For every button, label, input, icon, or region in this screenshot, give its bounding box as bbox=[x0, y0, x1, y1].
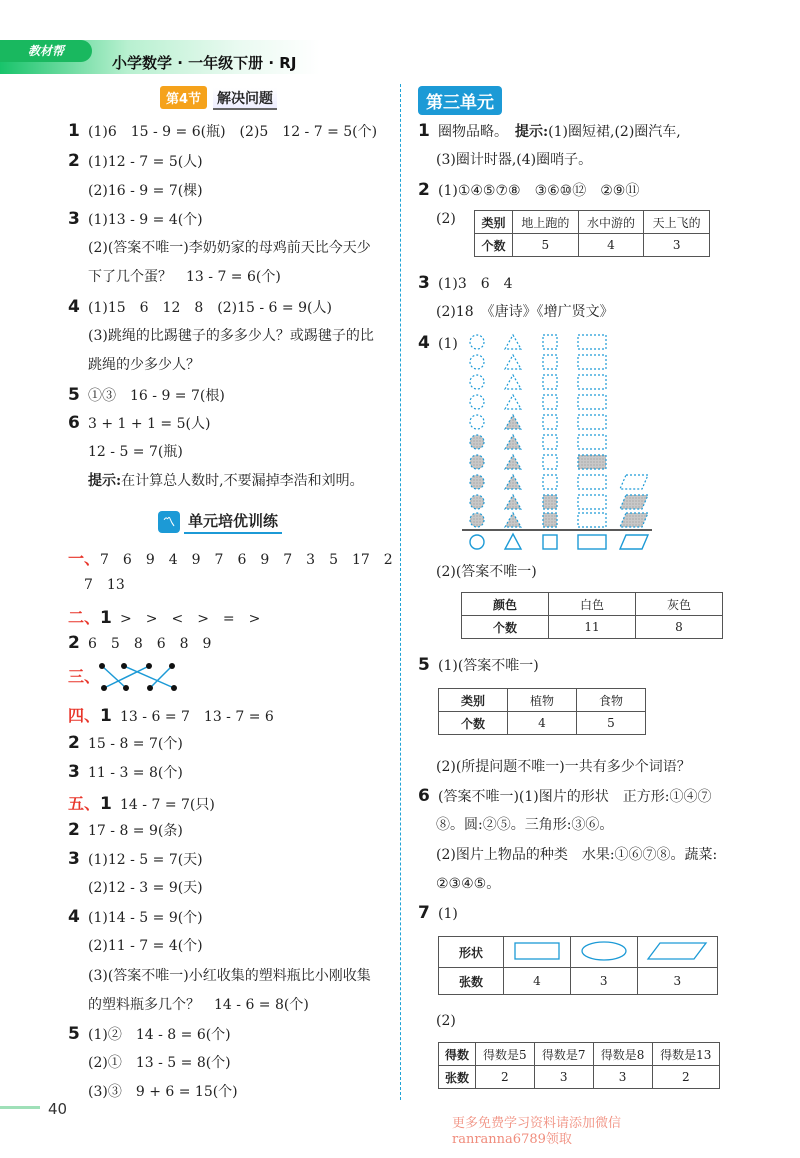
table-q5: 类别 植物 食物 个数 4 5 bbox=[438, 688, 646, 735]
pictograph bbox=[458, 332, 658, 554]
s4-2: 2 15 - 8 = 7(个) bbox=[68, 733, 183, 753]
s2-1: 二、1 > > < > = > bbox=[68, 608, 261, 628]
s1-line-a: 一、7 6 9 4 9 7 6 9 7 3 5 17 2 bbox=[68, 549, 393, 568]
r-q1a: 1 圈物品略。 提示:(1)圈短裙,(2)圈汽车, bbox=[418, 121, 681, 141]
s4-1: 四、1 13 - 6 = 7 13 - 7 = 6 bbox=[68, 706, 274, 726]
r-q5a: 5 (1)(答案不唯一) bbox=[418, 655, 539, 675]
tip: 提示:在计算总人数时,不要漏掉李浩和刘明。 bbox=[88, 473, 364, 489]
answer-2b: (2)16 - 9 = 7(棵) bbox=[88, 183, 203, 199]
r-q6b: ⑧。圆:②⑤。三角形:③⑥。 bbox=[436, 817, 614, 833]
table-q4: 颜色 白色 灰色 个数 11 8 bbox=[461, 592, 723, 639]
s2-2: 2 6 5 8 6 8 9 bbox=[68, 633, 212, 653]
s5-5c: (3)③ 9 + 6 = 15(个) bbox=[88, 1084, 238, 1100]
s5-3b: (2)12 - 3 = 9(天) bbox=[88, 880, 203, 896]
s3-label: 三、 bbox=[68, 667, 101, 686]
footer-bar bbox=[0, 1106, 40, 1109]
column-divider bbox=[400, 84, 401, 1100]
r-q4b: (2)(答案不唯一) bbox=[436, 564, 537, 580]
answer-6a: 6 3 + 1 + 1 = 5(人) bbox=[68, 413, 211, 433]
answer-2a: 2 (1)12 - 7 = 5(人) bbox=[68, 151, 203, 171]
answer-5: 5 ①③ 16 - 9 = 7(根) bbox=[68, 385, 225, 405]
s1-line-b: 7 13 bbox=[84, 577, 125, 593]
r-q5b: (2)(所提问题不唯一)一共有多少个词语？ bbox=[436, 759, 691, 775]
header-tag: 教材帮 bbox=[0, 40, 92, 62]
section-heading bbox=[160, 86, 277, 110]
table-q7b: 得数 得数是5 得数是7 得数是8 得数是13 张数 2 3 3 2 bbox=[438, 1042, 720, 1089]
r-q6c: (2)图片上物品的种类 水果:①⑥⑦⑧。蔬菜: bbox=[436, 847, 718, 863]
r-q2b: (2) bbox=[436, 211, 456, 227]
header-title: 小学数学 · 一年级下册 · RJ bbox=[112, 54, 297, 72]
answer-6b: 12 - 5 = 7(瓶) bbox=[88, 444, 183, 460]
s5-4b: (2)11 - 7 = 4(个) bbox=[88, 938, 203, 954]
parallelogram-shape-icon bbox=[646, 940, 708, 962]
answer-3a: 3 (1)13 - 9 = 4(个) bbox=[68, 209, 203, 229]
chart-trend-icon: 〽 bbox=[158, 511, 180, 533]
table-q2: 类别 地上跑的 水中游的 天上飞的 个数 5 4 3 bbox=[474, 210, 710, 257]
unit-title: 第三单元 bbox=[418, 86, 502, 115]
s5-4c: (3)(答案不唯一)小红收集的塑料瓶比小刚收集 bbox=[88, 968, 371, 984]
s5-5b: (2)① 13 - 5 = 8(个) bbox=[88, 1055, 231, 1071]
training-title: 单元培优训练 bbox=[184, 510, 282, 534]
s5-4a: 4 (1)14 - 5 = 9(个) bbox=[68, 907, 203, 927]
s3-matching-lines bbox=[94, 660, 184, 694]
r-q1b: (3)圈计时器,(4)圈哨子。 bbox=[436, 152, 593, 168]
s5-3a: 3 (1)12 - 5 = 7(天) bbox=[68, 849, 203, 869]
r-q7b: (2) bbox=[436, 1013, 456, 1029]
answer-3c: 下了几个蛋？ 13 - 7 = 6(个) bbox=[88, 269, 281, 285]
answer-4a: 4 (1)15 6 12 8 (2)15 - 6 = 9(人) bbox=[68, 297, 332, 317]
ellipse-shape-icon bbox=[579, 940, 629, 962]
watermark: 更多免费学习资料请添加微信 ranranna6789领取 bbox=[452, 1116, 622, 1147]
r-q2a: 2 (1)①④⑤⑦⑧ ③⑥⑩⑫ ②⑨⑪ bbox=[418, 180, 640, 200]
page-number: 40 bbox=[48, 1100, 68, 1118]
s5-1: 五、1 14 - 7 = 7(只) bbox=[68, 794, 215, 814]
section-badge: 第4节 bbox=[160, 86, 207, 109]
r-q7a: 7 (1) bbox=[418, 903, 458, 923]
table-q7a: 形状 张数 4 3 3 bbox=[438, 936, 718, 995]
rectangle-shape-icon bbox=[512, 940, 562, 962]
training-heading bbox=[158, 510, 282, 534]
s5-5a: 5 (1)② 14 - 8 = 6(个) bbox=[68, 1024, 231, 1044]
r-q6a: 6 (答案不唯一)(1)图片的形状 正方形:①④⑦ bbox=[418, 786, 712, 806]
answer-3b: (2)(答案不唯一)李奶奶家的母鸡前天比今天少 bbox=[88, 240, 371, 256]
s5-4d: 的塑料瓶多几个？ 14 - 6 = 8(个) bbox=[88, 997, 309, 1013]
answer-4b: (3)跳绳的比踢毽子的多多少人？或踢毽子的比 bbox=[88, 328, 374, 344]
r-q3b: (2)18 《唐诗》《增广贤文》 bbox=[436, 304, 614, 320]
s4-3: 3 11 - 3 = 8(个) bbox=[68, 762, 183, 782]
answer-1: 1 (1)6 15 - 9 = 6(瓶) (2)5 12 - 7 = 5(个) bbox=[68, 121, 378, 141]
r-q3a: 3 (1)3 6 4 bbox=[418, 273, 513, 293]
r-q6d: ②③④⑤。 bbox=[436, 876, 501, 892]
section-name: 解决问题 bbox=[213, 88, 277, 110]
answer-4c: 跳绳的少多少人？ bbox=[88, 357, 200, 373]
s5-2: 2 17 - 8 = 9(条) bbox=[68, 820, 183, 840]
r-q4a: 4 (1) bbox=[418, 333, 458, 353]
